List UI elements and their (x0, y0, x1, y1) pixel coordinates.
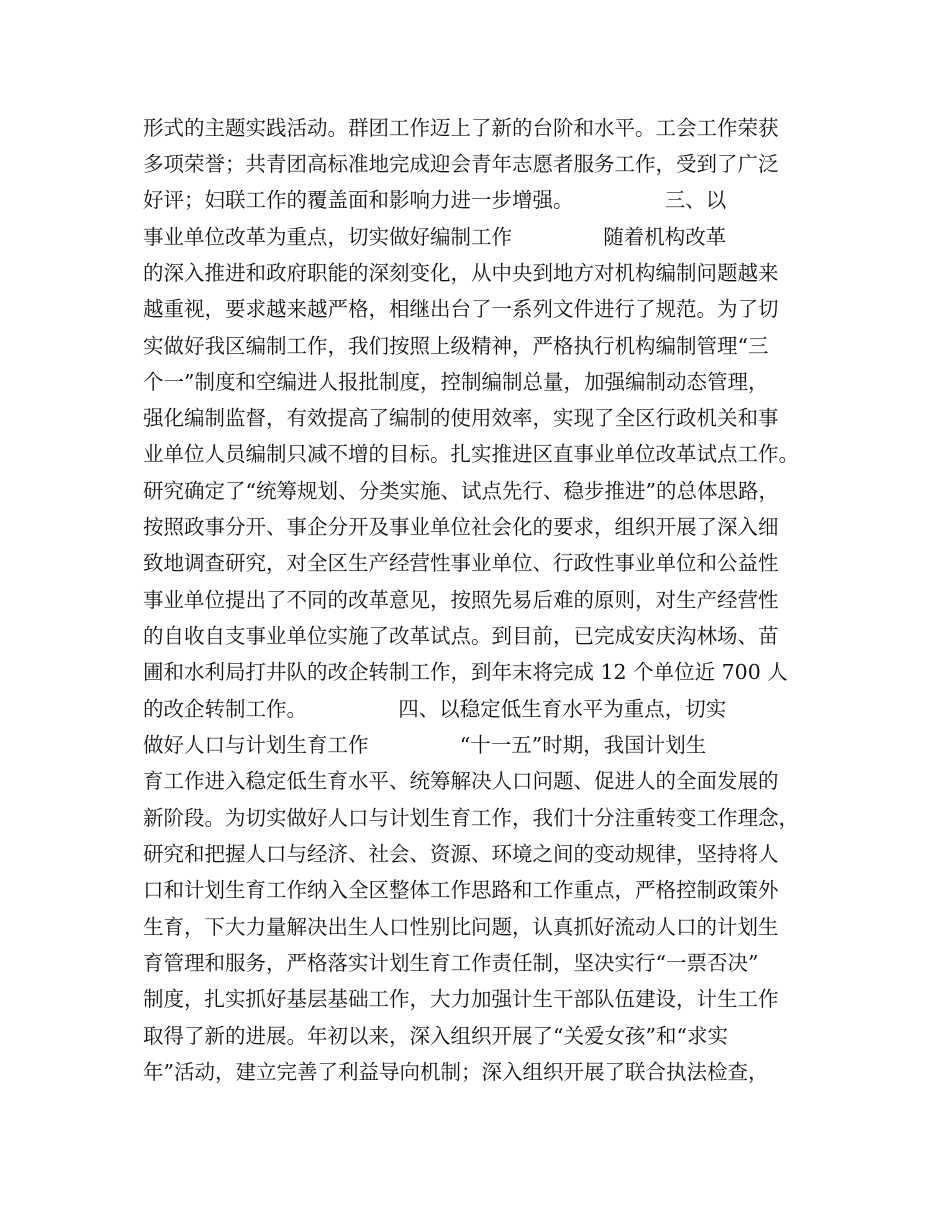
text-line: 生育，下大力量解决出生人口性别比问题，认真抓好流动人口的计划生 (143, 915, 779, 939)
text-line: 多项荣誉；共青团高标准地完成迎会青年志愿者服务工作，受到了广泛 (143, 152, 779, 176)
text-line: 业单位人员编制只减不增的目标。扎实推进区直事业单位改革试点工作。 (143, 442, 799, 466)
text-line: 年”活动，建立完善了利益导向机制；深入组织开展了联合执法检查， (143, 1060, 769, 1084)
text-line: 实做好我区编制工作，我们按照上级精神，严格执行机构编制管理“三 (143, 334, 769, 358)
text-line: 好评；妇联工作的覆盖面和影响力进一步增强。 三、以 (143, 188, 727, 212)
text-line: 形式的主题实践活动。群团工作迈上了新的台阶和水平。工会工作荣获 (143, 116, 779, 140)
text-line: 制度，扎实抓好基层基础工作，大力加强计生干部队伍建设，计生工作 (143, 987, 779, 1011)
text-line: 的自收自支事业单位实施了改革试点。到目前，已完成安庆沟林场、苗 (143, 624, 779, 648)
text-line: 做好人口与计划生育工作 “十一五”时期，我国计划生 (143, 733, 707, 757)
text-line: 事业单位提出了不同的改革意见，按照先易后难的原则，对生产经营性 (143, 588, 779, 612)
text-line: 越重视，要求越来越严格，相继出台了一系列文件进行了规范。为了切 (143, 297, 779, 321)
text-line: 取得了新的进展。年初以来，深入组织开展了“关爱女孩”和“求实 (143, 1024, 728, 1048)
text-line: 强化编制监督，有效提高了编制的使用效率，实现了全区行政机关和事 (143, 406, 779, 430)
text-line: 事业单位改革为重点，切实做好编制工作 随着机构改革 (143, 225, 727, 249)
text-line: 致地调查研究，对全区生产经营性事业单位、行政性事业单位和公益性 (143, 551, 779, 575)
text-line: 研究确定了“统筹规划、分类实施、试点先行、稳步推进”的总体思路， (143, 479, 779, 503)
text-line: 的深入推进和政府职能的深刻变化，从中央到地方对机构编制问题越来 (143, 261, 779, 285)
text-line: 新阶段。为切实做好人口与计划生育工作，我们十分注重转变工作理念， (143, 806, 799, 830)
text-line: 圃和水利局打井队的改企转制工作，到年末将完成 12 个单位近 700 人 (143, 660, 788, 684)
text-line: 育工作进入稳定低生育水平、统筹解决人口问题、促进人的全面发展的 (143, 769, 779, 793)
text-line: 个一”制度和空编进人报批制度，控制编制总量，加强编制动态管理， (143, 370, 769, 394)
text-line: 研究和把握人口与经济、社会、资源、环境之间的变动规律，坚持将人 (143, 842, 779, 866)
text-line: 的改企转制工作。 四、以稳定低生育水平为重点，切实 (143, 697, 727, 721)
text-line: 按照政事分开、事企分开及事业单位社会化的要求，组织开展了深入细 (143, 515, 779, 539)
text-line: 口和计划生育工作纳入全区整体工作思路和工作重点，严格控制政策外 (143, 878, 779, 902)
text-line: 育管理和服务，严格落实计划生育工作责任制，坚决实行“一票否决” (143, 951, 759, 975)
